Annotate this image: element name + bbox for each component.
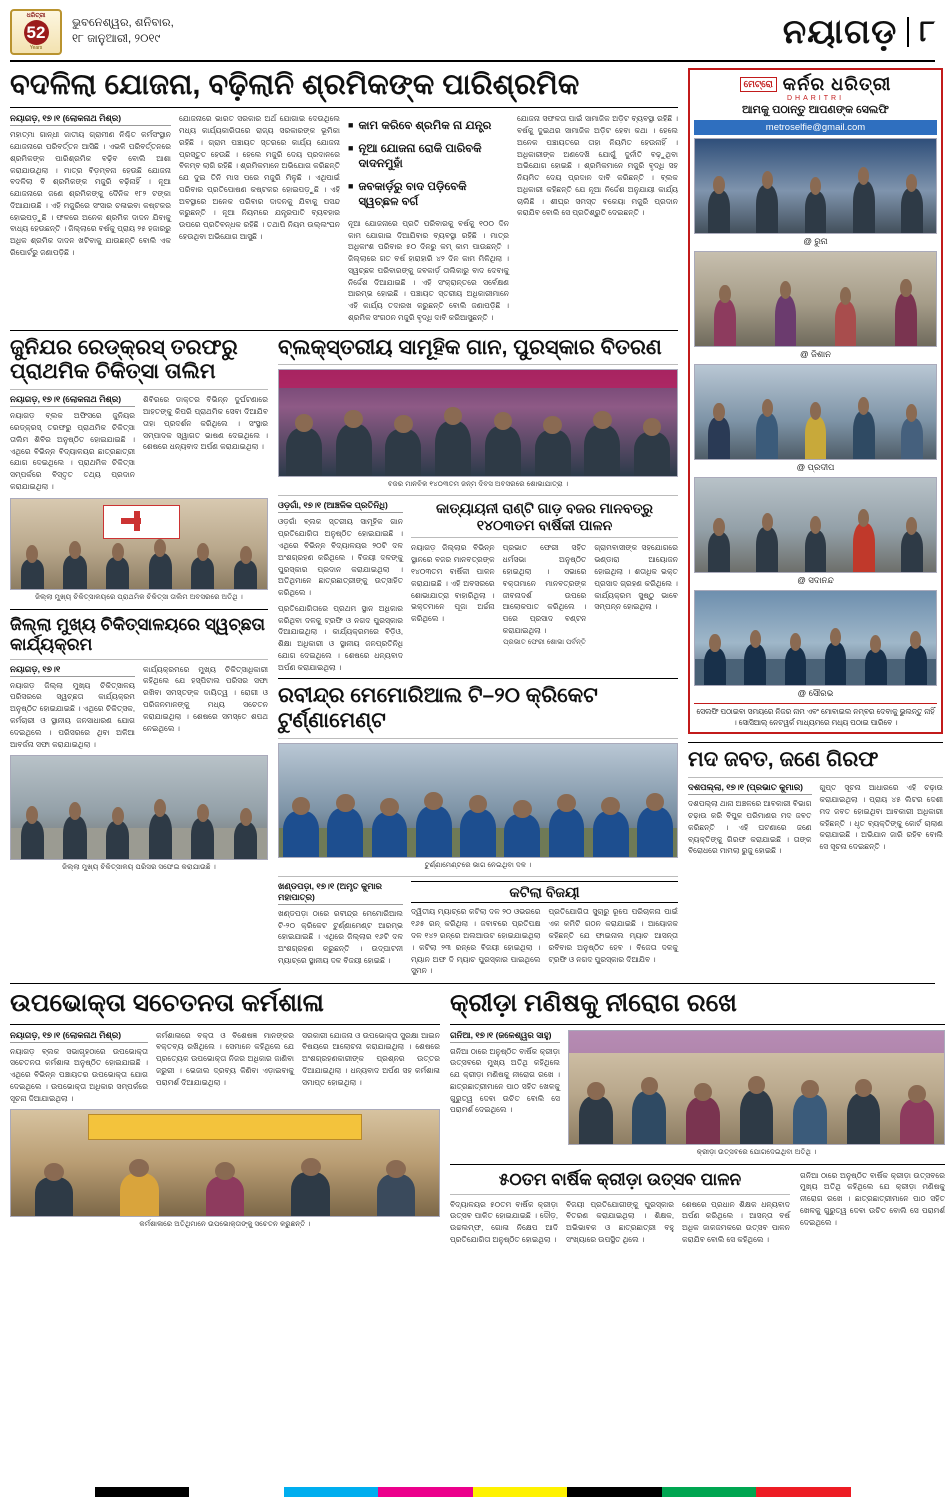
sports-photo-people — [569, 1071, 944, 1143]
lead-col-4 — [517, 113, 678, 323]
consumer-photo — [10, 1109, 440, 1217]
redcross-story — [10, 336, 268, 977]
page-body — [10, 68, 943, 977]
hospital-photo — [10, 755, 268, 860]
right-rail — [688, 68, 943, 977]
lead-headline: ବଦଳିଲା ଯୋଜନା, ବଢ଼ିଲାନି ଶ୍ରମିକଙ୍କ ପାରିଶ୍ରମିକ — [10, 69, 580, 101]
sports-extra-col — [800, 1170, 945, 1246]
consumer-headline: ଉପଭୋକ୍ତା ସଚେତନତା କର୍ମଶାଳା — [10, 989, 324, 1018]
redcross-col-1 — [10, 394, 135, 492]
lead-bullet-1 — [348, 119, 509, 135]
sports-text-1: ଗନିଆ ଠାରେ ଅନୁଷ୍ଠିତ ବାର୍ଷିକ କ୍ରୀଡ଼ା ଉତ୍ସବରେ ମୁଖ୍ୟ ଅତିଥି କହିଥିଲେ ଯେ କ୍ରୀଡ଼ା ମଣିଷକୁ ନୀରୋଗ ରଖେ । ଛାତ୍ରଛାତ୍ରୀମାନେ ପାଠ ସହିତ ଖେଳକୁ ଗୁରୁତ୍ୱ ଦେବା ଉଚିତ ବୋଲି ସେ ପରାମର୍ଶ ଦେଇଥିଲେ । — [450, 1046, 560, 1115]
katyayani-text-3: ଗ୍ରାମବାସୀଙ୍କ ସହଯୋଗରେ ଭଣ୍ଡାରା ଆୟୋଜନ ହୋଇଥିଲା । ଶତାଧିକ ଭକ୍ତ ପ୍ରସାଦ ଗ୍ରହଣ କରିଥିଲେ । କାର୍ଯ୍ୟକ୍ରମ ସୁଷ୍ଠୁ ଭାବେ ସମ୍ପନ୍ନ ହୋଇଥିଲା । — [594, 543, 678, 612]
lead-text-1: ମହାତ୍ମା ଗାନ୍ଧୀ ଜାତୀୟ ଗ୍ରାମୀଣ ନିଶ୍ଚିତ କର୍ମସଂସ୍ଥାନ ଯୋଜନାରେ ପରିବର୍ତ୍ତନ ଆସିଛି । ଏଭଳି ପରିବର୍ତ୍ତନରେ ଶ୍ରମିକଙ୍କ ପାରିଶ୍ରମିକ ବଢ଼ିବ ବୋଲି ଆଶା କରାଯାଉଥିଲା । ମାତ୍ର ବିଡ଼ମ୍ବନା ହେଉଛି ଯୋଜନା ବଦଳିଲା ବି ଶ୍ରମିକଙ୍କ ମଜୁରି ବଢ଼ିନାହିଁ । ନୂଆ ଯୋଜନାରେ ଜଣେ ଶ୍ରମିକଙ୍କୁ ଦୈନିକ ୧୮୨ ଟଙ୍କା ଦିଆଯାଉଛି । ଏହି ମଜୁରିରେ ସଂସାର ଚଳାଇବା କଷ୍ଟକର ହୋଇପଡ଼ୁଛି । ଫଳରେ ଅନେକ ଶ୍ରମିକ ଦାଦନ ଯିବାକୁ ବାଧ୍ୟ ହେଉଛନ୍ତି । ଜିଲ୍ଲାରେ ବର୍ଷକୁ ପ୍ରାୟ ୨୫ ହଜାରରୁ ଅଧିକ ଶ୍ରମିକ ଦାଦନ ଖଟିବାକୁ ଯାଉଛନ୍ତି ବୋଲି ଏକ ରିପୋର୍ଟରୁ ଜଣାପଡ଼ିଛି । — [10, 130, 171, 257]
sports-photo-block — [568, 1030, 945, 1159]
lead-bullet-list — [348, 119, 509, 211]
ad-email[interactable]: metroselfie@gmail.com — [694, 120, 937, 135]
anniversary-headline: ୫୦ତମ ବାର୍ଷିକ କ୍ରୀଡ଼ା ଉତ୍ସବ ପାଳନ — [498, 1169, 742, 1189]
selfie-name-2: @ ଜିଶାନ — [800, 349, 831, 359]
lead-byline: ନୟାଗଡ଼, ୧୭।୧ (ଲୋକନାଥ ମିଶ୍ର) — [10, 113, 171, 126]
sports-headline: କ୍ରୀଡ଼ା ମଣିଷକୁ ନୀରୋଗ ରଖେ — [450, 989, 737, 1018]
selfie-2-people — [695, 286, 936, 346]
cricket-text-1: ଖଣ୍ଡପଡ଼ା ଠାରେ ରବୀନ୍ଦ୍ର ମେମୋରିଆଲ ଟି-୨୦ କ୍ରିକେଟ ଟୁର୍ଣ୍ଣାମେଣ୍ଟ ଆରମ୍ଭ ହୋଇଯାଇଛି । ଏଥିରେ ଜିଲ୍ଲାର ୧୬ଟି ଦଳ ଅଂଶଗ୍ରହଣ କରୁଛନ୍ତି । ଉଦ୍‌ଘାଟନୀ ମ୍ୟାଚ୍‌ରେ ସ୍ଥାନୀୟ ଦଳ ବିଜୟୀ ହୋଇଛି । — [278, 908, 403, 965]
cricket-byline: ଖଣ୍ଡପଡ଼ା, ୧୭।୧ (ଅମୃତ କୁମାର ମହାପାତ୍ର) — [278, 881, 403, 905]
selfie-photo-2 — [694, 251, 937, 347]
anniversary-sports-subsection — [450, 1170, 790, 1246]
consumer-story — [10, 989, 440, 1246]
cricket-photo — [278, 743, 678, 858]
katila-headline: କଟିଲା ବିଜୟୀ — [411, 881, 678, 904]
consumer-photo-people — [11, 1149, 439, 1217]
dharitri-anniversary-logo — [10, 9, 62, 55]
consumer-col-2 — [156, 1030, 294, 1105]
consumer-byline: ନୟାଗଡ଼, ୧୭।୧ (ଲୋକନାଥ ମିଶ୍ର) — [10, 1030, 148, 1043]
edition-date-line: ୧୮ ଜାନୁଆରୀ, ୨୦୧୯ — [72, 33, 161, 45]
blockgaan-byline: ଓଡ଼ଗାଁ, ୧୭।୧ (ଆଞ୍ଚଳିକ ପ୍ରତିନିଧି) — [278, 500, 403, 513]
edition-place: ଭୁବନେଶ୍ୱର, ଶନିବାର, — [72, 17, 174, 30]
edition-title: ନୟାଗଡ଼ — [782, 12, 898, 51]
liquor-text-2: ଗୁପ୍ତ ସୂଚନା ଆଧାରରେ ଏହି ଚଢ଼ାଉ କରାଯାଇଥିଲା । ପ୍ରାୟ ୪୫ ଲିଟର ଦେଶୀ ମଦ ଜବତ ହୋଇଥିବା ଆବକାରୀ ଅଧିକାରୀ କହିଛନ୍ତି । ଧୃତ ବ୍ୟକ୍ତିଙ୍କୁ କୋର୍ଟ ଚାଲାଣ କରାଯାଇଛି । ଅଭିଯାନ ଜାରି ରହିବ ବୋଲି ସେ ସୂଚନା ଦେଇଛନ୍ତି । — [819, 783, 943, 852]
masthead-right — [783, 13, 935, 52]
lead-text-4: ଯୋଜନା ସଫଳତା ପାଇଁ ସାମାଜିକ ଅଡ଼ିଟ ବ୍ୟବସ୍ଥା ରହିଛି । ବର୍ଷକୁ ଦୁଇଥର ସାମାଜିକ ଅଡ଼ିଟ ହେବା କଥା । ହେଲେ ଅନେକ ପଞ୍ଚାୟତରେ ତାହା ନିୟମିତ ହେଉନାହିଁ । ଅଧିକାରୀଙ୍କ ଅଣଦେଖି ଯୋଗୁଁ ଦୁର୍ନୀତି ବଢ଼ୁଥିବା ଅଭିଯୋଗ ହୋଇଛି । ଶ୍ରମିକମାନେ ମଜୁରି ବୃଦ୍ଧି ସହ ନିୟମିତ ଦେୟ ପ୍ରଦାନ ଦାବି କରିଛନ୍ତି । ବ୍ଲକ ଅଧିକାରୀ କହିଛନ୍ତି ଯେ ନୂଆ ନିର୍ଦ୍ଦେଶ ଅନୁଯାୟୀ କାର୍ଯ୍ୟ ଚାଲିଛି । ଶୀଘ୍ର ସମସ୍ତ ବକେୟା ମଜୁରି ପ୍ରଦାନ କରାଯିବ ବୋଲି ସେ ପ୍ରତିଶ୍ରୁତି ଦେଇଛନ୍ତି । — [517, 114, 678, 218]
redcross-text-2: ଶିବିରରେ ଡାକ୍ତର ବିଭିନ୍ନ ଦୁର୍ଘଟଣାରେ ଆହତଙ୍କୁ କିପରି ପ୍ରାଥମିକ ସେବା ଦିଆଯିବ ତାହା ପ୍ରଦର୍ଶନ କରିଥିଲେ । ସଂସ୍ଥାର ସମ୍ପାଦକ ସ୍ୱାଗତ ଭାଷଣ ଦେଇଥିଲେ । ଶେଷରେ ଧନ୍ୟବାଦ ଅର୍ପଣ କରାଯାଇଥିଲା । — [143, 395, 268, 452]
hospital-byline: ନୟାଗଡ଼, ୧୭।୧ — [10, 664, 135, 677]
liquor-byline: ଦଶପଲ୍ଲା, ୧୭।୧ (ପ୍ରଭାତ କୁମାର) — [688, 782, 812, 795]
ad-brand: କର୍ନର ଧରିତ୍ରୀ — [782, 74, 892, 94]
consumer-text-1: ନୟାଗଡ଼ ବ୍ଲକ ସଭାଗୃହଠାରେ ଉପଭୋକ୍ତା ସଚେତନତା କର୍ମଶାଳା ଅନୁଷ୍ଠିତ ହୋଇଯାଇଛି । ଏଥିରେ ବିଭିନ୍ନ ପଞ୍ଚାୟତର ଉପଭୋକ୍ତା ଯୋଗ ଦେଇଥିଲେ । ଉପଭୋକ୍ତା ଅଧିକାର ସମ୍ପର୍କରେ ସୂଚନା ଦିଆଯାଇଥିଲା । — [10, 1046, 148, 1103]
consumer-caption: କର୍ମଶାଳାରେ ଅତିଥିମାନେ ଉପଭୋକ୍ତାଙ୍କୁ ସଚେତନ କରୁଛନ୍ତି । — [139, 1219, 311, 1229]
selfie-photo-5 — [694, 590, 937, 686]
sports-story — [450, 989, 945, 1246]
liquor-col-1 — [688, 782, 812, 857]
camera-icon: ମେଟ୍ରୋ — [740, 77, 777, 92]
consumer-col-1 — [10, 1030, 148, 1105]
hospital-caption: ଜିଲ୍ଲା ମୁଖ୍ୟ ଚିକିତ୍ସାଳୟ ପରିସର ସଫେଇ କରାଯାଉଛି । — [62, 862, 216, 872]
redcross-caption: ଜିଲ୍ଲା ମୁଖ୍ୟ ଚିକିତ୍ସାଳୟରେ ପ୍ରାଥମିକ ଚିକିତ୍ସା ତାଲିମ ଅବସରରେ ଅତିଥି । — [35, 591, 243, 601]
lead-bullet-3-label: ■ ଜବକାର୍ଡ଼ରୁ ବାଦ ପଡ଼ିବେକି ସ୍ୱଚ୍ଛଳ ବର୍ଗ — [358, 180, 467, 209]
selfie-4-people — [695, 512, 936, 572]
selfie-name-1: @ ରୁନା — [803, 236, 828, 246]
blockgaan-photo-people — [279, 409, 677, 477]
katyayani-text-2: ପ୍ରଭାତ ଫେରୀ ସହିତ ଧର୍ମସଭା ଅନୁଷ୍ଠିତ ହୋଇଥିଲା । ସଭାରେ ବକ୍ତାମାନେ ମାନବତ୍ରଙ୍କ ଜୀବନାଦର୍ଶ ଉପରେ ଆଲୋକପାତ କରିଥିଲେ । ପରେ ପ୍ରସାଦ ବଣ୍ଟନ କରାଯାଇଥିଲା । — [502, 543, 587, 635]
redcross-byline: ନୟାଗଡ଼, ୧୭।୧ (ଲୋକନାଥ ମିଶ୍ର) — [10, 394, 135, 407]
liquor-story — [688, 748, 943, 857]
selfie-1-people — [695, 173, 936, 233]
selfie-name-5: @ ସୌରଭ — [797, 688, 834, 698]
sports-photo — [568, 1030, 945, 1145]
redcross-col-2 — [143, 394, 268, 492]
blockgaan-text-2: ପ୍ରତିଯୋଗିତାରେ ପ୍ରଥମ ସ୍ଥାନ ଅଧିକାର କରିଥିବା ଦଳକୁ ଟ୍ରଫି ଓ ନଗଦ ପୁରସ୍କାର ଦିଆଯାଇଥିଲା । କାର୍ଯ୍ୟକ୍ରମରେ ବିଡ଼ିଓ, ଶିକ୍ଷା ଅଧିକାରୀ ଓ ସ୍ଥାନୀୟ ଜନପ୍ରତିନିଧି ଯୋଗ ଦେଇଥିଲେ । ଶେଷରେ ଧନ୍ୟବାଦ ଅର୍ପଣ କରାଯାଇଥିଲା । — [278, 603, 403, 672]
katyayani-headline: କାତ୍ୟାୟନୀ ରାଣ୍ଟି ଗାଡ଼ ବଜର ମାନବତ୍ରୁ ୧୪୦୩ତମ ବାର୍ଷିକୀ ପାଳନ — [435, 500, 654, 533]
lead-text-3: ନୂଆ ଯୋଜନାରେ ପ୍ରତି ପରିବାରକୁ ବର୍ଷକୁ ୧୦୦ ଦିନ କାମ ଯୋଗାଇ ଦିଆଯିବାର ବ୍ୟବସ୍ଥା ରହିଛି । ମାତ୍ର ଅଧିକାଂଶ ପରିବାର ୫୦ ଦିନରୁ କମ୍ କାମ ପାଉଛନ୍ତି । ଜିଲ୍ଲାରେ ଗତ ବର୍ଷ ହାରାହାରି ୪୨ ଦିନ କାମ ମିଳିଥିଲା । ସ୍ୱଚ୍ଛଳ ପରିବାରଙ୍କୁ ଜବକାର୍ଡ଼ ତାଲିକାରୁ ବାଦ ଦେବାକୁ ନିର୍ଦ୍ଦେଶ ଦିଆଯାଇଛି । ଏହି ସଂକ୍ରାନ୍ତରେ ସର୍ବେକ୍ଷଣ ଆରମ୍ଭ ହୋଇଛି । ପଞ୍ଚାୟତ ସ୍ତରୀୟ ଅଧିକାରୀମାନେ ଏହି କାର୍ଯ୍ୟ ତଦାରଖ କରୁଛନ୍ତି ବୋଲି ଜଣାପଡ଼ିଛି । ଶ୍ରମିକ ସଂଗଠନ ମଜୁରି ବୃଦ୍ଧି ଦାବି କରିଆସୁଛନ୍ତି । — [348, 218, 509, 322]
ad-footer-note: ସେଲଫି ପଠାଇବା ସମୟରେ ନିଜର ନାମ ଏବଂ ମୋବାଇଲ ନମ୍ବର ଦେବାକୁ ଭୁଲନ୍ତୁ ନାହିଁ । ସୋସିଆଲ୍ ନେଟୱର୍କ ମାଧ୍ୟମରେ ମଧ୍ୟ ପଠାଇ ପାରିବେ । — [694, 703, 937, 728]
hospital-text-2: କାର୍ଯ୍ୟକ୍ରମରେ ମୁଖ୍ୟ ଚିକିତ୍ସାଧିକାରୀ କହିଥିଲେ ଯେ ହସ୍ପିଟାଲ ପରିସର ସଫା ରଖିବା ସମସ୍ତଙ୍କ ଦାୟିତ୍ୱ । ରୋଗୀ ଓ ପରିଜନମାନଙ୍କୁ ମଧ୍ୟ ସଚେତନ କରାଯାଇଥିଲା । ଶେଷରେ ସମସ୍ତେ ଶପଥ ନେଇଥିଲେ । — [143, 664, 268, 733]
cricket-col-1 — [278, 881, 403, 977]
katyayani-footer-note: ପ୍ରଭାତ ଫେରୀ ଶୋଭା ପର୍ବନ୍ତି — [503, 638, 586, 646]
lead-col-2 — [179, 113, 340, 323]
lead-bullet-2 — [348, 142, 509, 173]
anniversary-text-2: ବିଜୟୀ ପ୍ରତିଯୋଗୀଙ୍କୁ ପୁରସ୍କାର ବିତରଣ କରାଯାଇଥିଲା । ଶିକ୍ଷକ, ଅଭିଭାବକ ଓ ଛାତ୍ରଛାତ୍ରୀ ବହୁ ସଂଖ୍ୟାରେ ଉପସ୍ଥିତ ଥିଲେ । — [566, 1199, 674, 1244]
hospital-col-2 — [143, 664, 268, 751]
consumer-col-3 — [302, 1030, 440, 1105]
liquor-col-2 — [820, 782, 944, 857]
selfie-name-3: @ ପ୍ରଦୀପ — [796, 462, 835, 472]
logo-years: Years — [29, 45, 43, 52]
metro-corner-selfie-ad[interactable] — [688, 68, 943, 734]
cricket-photo-people — [279, 785, 677, 857]
anniversary-text-3: ଶେଷରେ ପ୍ରଧାନ ଶିକ୍ଷକ ଧନ୍ୟବାଦ ଅର୍ପଣ କରିଥିଲେ । ଆସନ୍ତା ବର୍ଷ ଅଧିକ ଜାକଜମକରେ ଉତ୍ସବ ପାଳନ କରାଯିବ ବୋଲି ସେ କହିଥିଲେ । — [682, 1199, 790, 1244]
bottom-band — [10, 989, 945, 1246]
masthead — [10, 6, 935, 62]
katila-text-1: ଦ୍ୱିତୀୟ ମ୍ୟାଚ୍‌ରେ କଟିଲା ଦଳ ୨୦ ଓଭରରେ ୧୬୫ ରନ୍ କରିଥିଲା । ଜବାବରେ ପ୍ରତିପକ୍ଷ ଦଳ ୧୪୨ ରନ୍‌ରେ ଅଲଆଉଟ ହୋଇଯାଇଥିଲା । କଟିଲା ୨୩ ରନ୍‌ରେ ବିଜୟୀ ହୋଇଥିଲା । ମ୍ୟାନ ଅଫ ଦି ମ୍ୟାଚ ପୁରସ୍କାର ପାଇଥିଲେ ସୁମନ । — [411, 907, 541, 976]
consumer-text-3: ସରକାରୀ ଯୋଜନା ଓ ଉପଭୋକ୍ତା ସୁରକ୍ଷା ଆଇନ ବିଷୟରେ ଆଲୋଚନା କରାଯାଇଥିଲା । ଶେଷରେ ଅଂଶଗ୍ରହଣକାରୀଙ୍କ ପ୍ରଶ୍ନର ଉତ୍ତର ଦିଆଯାଇଥିଲା । ଧନ୍ୟବାଦ ଅର୍ପଣ ସହ କର୍ମଶାଳା ସମାପ୍ତ ହୋଇଥିଲା । — [302, 1030, 440, 1087]
lead-text-2: ଯୋଜନାରେ ଭାରତ ସରକାର ଅର୍ଥ ଯୋଗାଇ ଦେଉଥିଲେ ମଧ୍ୟ କାର୍ଯ୍ୟକାରିତାରେ ରାଜ୍ୟ ସରକାରଙ୍କ ଭୂମିକା ରହିଛି । ଗ୍ରାମ ପଞ୍ଚାୟତ ସ୍ତରରେ କାର୍ଯ୍ୟ ଯୋଜନା ପ୍ରସ୍ତୁତ ହେଉଛି । ହେଲେ ମଜୁରି ଦେୟ ପ୍ରଦାନରେ ବିଳମ୍ବ ଲାଗି ରହିଛି । ଶ୍ରମିକମାନେ ଅଭିଯୋଗ କରିଛନ୍ତି ଯେ ଦୁଇ ତିନି ମାସ ପରେ ମଜୁରି ମିଳୁଛି । ଏଥିପାଇଁ ପରିବାର ପ୍ରତିପୋଷଣ କଷ୍ଟକର ହୋଇପଡ଼ୁଛି । ଏହି ଅବସ୍ଥାରେ ଅନେକ ପରିବାର ଦାଦନକୁ ଯିବାକୁ ପସନ୍ଦ କରୁଛନ୍ତି । ନୂଆ ନିୟମରେ ଯନ୍ତ୍ରପାତି ବ୍ୟବହାର ଉପରେ ପ୍ରତିବନ୍ଧକ ରହିଛି । ତଥାପି ନିୟମ ଉଲ୍ଲଂଘନ ହେଉଥିବା ଅଭିଯୋଗ ଆସୁଛି । — [179, 114, 340, 241]
cricket-headline: ରବୀନ୍ଦ୍ର ମେମୋରିଆଲ ଟି–୨୦ କ୍ରିକେଟ ଟୁର୍ଣ୍ଣାମେଣ୍ଟ — [278, 684, 598, 733]
hospital-col-1 — [10, 664, 135, 751]
blockgaan-caption-top: ବଜର ମାନବିକ ୧୪୦୩ତମ ଜନ୍ମ ଦିବସ ଅବସରରେ ଶୋଭାଯାତ୍ରା । — [387, 479, 569, 489]
masthead-left — [10, 9, 174, 55]
liquor-text-1: ଦଶପଲ୍ଲା ଥାନା ଅଞ୍ଚଳରେ ଆବକାରୀ ବିଭାଗ ଚଢ଼ାଉ କରି ବିପୁଳ ପରିମାଣର ମଦ ଜବତ କରିଛନ୍ତି । ଏହି ଘଟଣାରେ ଜଣେ ବ୍ୟକ୍ତିଙ୍କୁ ଗିରଫ କରାଯାଇଛି । ତାଙ୍କ ବିରୋଧରେ ମାମଲା ରୁଜୁ ହୋଇଛି । — [688, 799, 812, 856]
blockgaan-headline: ବ୍ଲକ୍‌ସ୍ତରୀୟ ସାମୂହିକ ଗାନ, ପୁରସ୍କାର ବିତରଣ — [278, 335, 662, 359]
lead-bullet-1-label: ■ କାମ କରିବେ ଶ୍ରମିକ ନା ଯନ୍ତ୍ର — [358, 120, 492, 133]
hospital-headline: ଜିଲ୍ଲା ମୁଖ୍ୟ ଚିକିତ୍ସାଳୟରେ ସ୍ୱଚ୍ଛତା କାର୍ଯ୍ୟକ୍ରମ — [10, 614, 265, 654]
selfie-5-people — [695, 625, 936, 685]
logo-top-text: ଧରିତ୍ରୀ — [26, 12, 46, 19]
anniversary-text-1: ବିଦ୍ୟାଳୟର ୫୦ତମ ବାର୍ଷିକ କ୍ରୀଡ଼ା ଉତ୍ସବ ପାଳିତ ହୋଇଯାଇଛି । ଦୌଡ଼, ଉଚ୍ଚଲମ୍ଫ, ଗୋଳା ନିକ୍ଷେପ ଆଦି ପ୍ରତିଯୋଗିତା ଅନୁଷ୍ଠିତ ହୋଇଥିଲା । — [450, 1199, 558, 1244]
katyayani-text-1: ନୟାଗଡ଼ ଜିଲ୍ଲାର ବିଭିନ୍ନ ସ୍ଥାନରେ ବଜର ମାନବତ୍ରଙ୍କ ୧୪୦୩ତମ ବାର୍ଷିକୀ ପାଳନ କରାଯାଇଛି । ଏହି ଅବସରରେ ଶୋଭାଯାତ୍ରା ବାହାରିଥିଲା । ଭକ୍ତମାନେ ପୂଜା ଅର୍ଚ୍ଚନା କରିଥିଲେ । — [411, 543, 495, 624]
edition-date — [72, 16, 174, 47]
selfie-name-4: @ ସଦାନନ୍ଦ — [797, 575, 834, 585]
cricket-story — [278, 684, 678, 977]
redcross-photo-people — [11, 531, 267, 589]
blockgaan-text-1: ଓଡ଼ଗାଁ ବ୍ଲକ ସ୍ତରୀୟ ସାମୂହିକ ଗାନ ପ୍ରତିଯୋଗିତା ଅନୁଷ୍ଠିତ ହୋଇଯାଇଛି । ଏଥିରେ ବିଭିନ୍ନ ବିଦ୍ୟାଳୟର ୨୦ଟି ଦଳ ଅଂଶଗ୍ରହଣ କରିଥିଲେ । ବିଜୟୀ ଦଳଙ୍କୁ ପୁରସ୍କାର ପ୍ରଦାନ କରାଯାଇଥିଲା । ଅତିଥିମାନେ ଛାତ୍ରଛାତ୍ରୀଙ୍କୁ ଉତ୍ସାହିତ କରିଥିଲେ । — [278, 517, 403, 598]
content-area — [10, 68, 678, 977]
katila-subsection — [411, 881, 678, 977]
selfie-photo-3 — [694, 364, 937, 460]
redcross-photo — [10, 498, 268, 590]
sports-byline: ଗନିଆ, ୧୭।୧ (ଜଳେଶ୍ୱର ସାହୁ) — [450, 1030, 560, 1043]
sports-caption-top: କ୍ରୀଡ଼ା ଉତ୍ସବରେ ଯୋଗଦେଇଥିବା ଅତିଥି । — [696, 1146, 817, 1156]
hospital-photo-people — [11, 793, 267, 859]
lead-col-1 — [10, 113, 171, 323]
lead-bullet-2-label: ■ ନୂଆ ଯୋଜନା ରୋକି ପାରିବକି ଦାଦନମୁହାଁ — [358, 142, 482, 171]
redcross-headline: ଜୁନିଯର ରେଡ୍‌କ୍ରସ୍‌ ତରଫରୁ ପ୍ରାଥମିକ ଚିକିତ୍ସା ତାଲିମ — [10, 335, 238, 384]
ad-header — [694, 74, 937, 117]
lead-col-3 — [348, 113, 509, 323]
logo-number: 52 — [24, 20, 49, 45]
liquor-headline: ମଦ ଜବତ, ଜଣେ ଗିରଫ — [688, 748, 879, 772]
sports-extra-text: ଗନିଆ ଠାରେ ଅନୁଷ୍ଠିତ ବାର୍ଷିକ କ୍ରୀଡ଼ା ଉତ୍ସବରେ ମୁଖ୍ୟ ଅତିଥି କହିଥିଲେ ଯେ କ୍ରୀଡ଼ା ମଣିଷକୁ ନୀରୋଗ ରଖେ । ଛାତ୍ରଛାତ୍ରୀମାନେ ପାଠ ସହିତ ଖେଳକୁ ଗୁରୁତ୍ୱ ଦେବା ଉଚିତ ବୋଲି ସେ ପରାମର୍ଶ ଦେଇଥିଲେ । — [800, 1170, 945, 1227]
katila-text-2: ପ୍ରତିଯୋଗିତା ସୁଚାରୁ ରୂପେ ପରିଚାଳନା ପାଇଁ ଏକ କମିଟି ଗଠନ କରାଯାଇଛି । ଆୟୋଜକ କହିଛନ୍ତି ଯେ ଫାଇନାଲ ମ୍ୟାଚ ଆସନ୍ତା ରବିବାର ଅନୁଷ୍ଠିତ ହେବ । ବିଜେତା ଦଳକୁ ଟ୍ରଫି ଓ ନଗଦ ପୁରସ୍କାର ଦିଆଯିବ । — [548, 907, 678, 964]
ad-brand-sub: DHARITRI — [786, 95, 845, 102]
color-registration-strip — [0, 1487, 945, 1497]
hospital-story — [10, 615, 268, 875]
lead-story — [10, 68, 678, 324]
hospital-text-1: ନୟାଗଡ଼ ଜିଲ୍ଲା ମୁଖ୍ୟ ଚିକିତ୍ସାଳୟ ପରିସରରେ ସ୍ୱଚ୍ଛତା କାର୍ଯ୍ୟକ୍ରମ ଅନୁଷ୍ଠିତ ହୋଇଯାଇଛି । ଏଥିରେ ଚିକିତ୍ସକ, କର୍ମଚାରୀ ଓ ସ୍ଥାନୀୟ ଜନସାଧାରଣ ଯୋଗ ଦେଇଥିଲେ । ପରିସରରେ ଥିବା ଅଳିଆ ଆବର୍ଜନା ସଫା କରାଯାଇଥିଲା । — [10, 680, 135, 749]
lead-bullet-3 — [348, 180, 509, 211]
katyayani-subsection — [411, 500, 678, 673]
blockgaan-col-1 — [278, 500, 403, 673]
mid-band — [10, 336, 678, 977]
sports-col-1 — [450, 1030, 560, 1159]
consumer-text-2: କର୍ମଶାଳାରେ ବକ୍ତା ଓ ବିଶେଷଜ୍ଞ ମାନଙ୍କର ବକ୍ତବ୍ୟ ରଖିଥିଲେ । ସେମାନେ କହିଥିଲେ ଯେ ପ୍ରତ୍ୟେକ ଉପଭୋକ୍ତା ନିଜର ଅଧିକାର ଜାଣିବା ଜରୁରୀ । ଭେଜାଲ ଦ୍ରବ୍ୟ କିଣିବା ଏଡ଼ାଇବାକୁ ପରାମର୍ଶ ଦିଆଯାଇଥିଲା । — [156, 1030, 294, 1087]
blockgaan-story — [278, 336, 678, 977]
cricket-caption: ଟୁର୍ଣ୍ଣାମେଣ୍ଟରେ ଭାଗ ନେଇଥିବା ଦଳ । — [424, 859, 532, 869]
redcross-text-1: ନୟାଗଡ଼ ବ୍ଲକ ଅଫିସରେ ଜୁନିୟର ରେଡ୍‌କ୍ରସ୍ ତରଫରୁ ପ୍ରାଥମିକ ଚିକିତ୍ସା ତାଲିମ ଶିବିର ଅନୁଷ୍ଠିତ ହୋଇଯାଇଛି । ଏଥିରେ ବିଭିନ୍ନ ବିଦ୍ୟାଳୟର ଛାତ୍ରଛାତ୍ରୀ ଯୋଗ ଦେଇଥିଲେ । ପ୍ରାଥମିକ ଚିକିତ୍ସା ସମ୍ପର୍କରେ ବିସ୍ତୃତ ତଥ୍ୟ ପ୍ରଦାନ କରାଯାଇଥିଲା । — [10, 411, 135, 491]
ad-tagline: ଆମକୁ ପଠାନ୍ତୁ ଆପଣଙ୍କ ସେଲଫି — [742, 104, 889, 116]
blockgaan-photo — [278, 369, 678, 477]
selfie-photo-4 — [694, 477, 937, 573]
selfie-photo-1 — [694, 138, 937, 234]
selfie-3-people — [695, 399, 936, 459]
page-number: ୮ — [907, 17, 935, 47]
